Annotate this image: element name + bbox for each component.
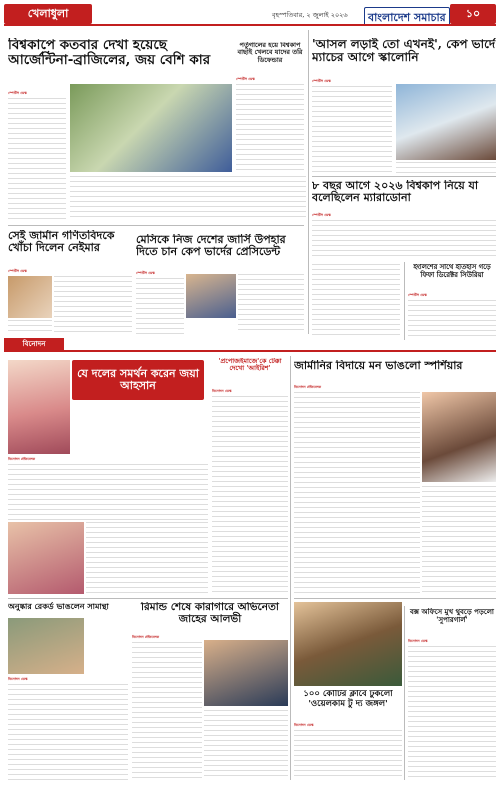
england-body-text — [408, 300, 496, 336]
german-headline: সেই জার্মান গণিতবিদকে খোঁচা দিলেন নেইমার — [8, 230, 115, 255]
office-body-text — [408, 646, 496, 780]
mexico-body-text — [136, 278, 184, 334]
joya-photo — [8, 360, 70, 454]
lead-headline: বিশ্বকাপে কতবার দেখা হয়েছে আর্জেন্টিনা-ব্রাজিলের, জয় বেশি কার — [8, 38, 211, 69]
brand-logo: বাংলাদেশ সমাচার — [364, 7, 450, 26]
eight-years-headline: ৮ বছর আগে ২০২৬ বিশ্বকাপ নিয়ে যা বলেছিলেন ম্যারাডোনা — [312, 180, 479, 205]
german-body-text — [54, 276, 132, 334]
section-title: খেলাধুলা — [27, 6, 69, 20]
remand-body-text-2 — [204, 710, 288, 780]
eight-years-body-text-2 — [312, 264, 400, 336]
portugal-body-text — [236, 84, 304, 174]
scaloni-headline: 'আসল লড়াই তো এখনই', কেপ ভার্দে ম্যাচের আগে স্কালোনি — [312, 38, 496, 65]
german-byline: স্পোর্টস ডেস্ক — [8, 269, 27, 273]
remand-byline: বিনোদন প্রতিবেদক — [132, 635, 160, 639]
germany-byline: বিনোদন প্রতিবেদক — [294, 385, 322, 389]
page-number-badge — [450, 4, 496, 24]
portugal-headline: পর্তুগালের হয়ে বিশ্বকাপ বাছাই খেলবে যাদের তরি ডিফেন্ডার — [237, 42, 303, 64]
joya-headline: যে দলের সমর্থন করেন জয়া আহসান — [77, 366, 199, 392]
office-headline: বক্স অফিসে মুখ থুবড়ে পড়লো 'সুপারগার্ল' — [410, 608, 494, 624]
england-headline: ইংলিশের সাথে ইতিহাস গড়ে ফিফা ডিরেক্টর সিউরিয়া — [413, 264, 491, 279]
entertainment-title: বিনোদন — [22, 340, 46, 348]
anushka-byline: বিনোদন ডেস্ক — [8, 677, 28, 681]
joya-body-text-2 — [86, 522, 208, 594]
german-photo — [8, 276, 52, 318]
entertainment-bar — [4, 338, 496, 352]
entertainment-tab — [4, 338, 64, 350]
eight-years-body-text — [312, 220, 496, 260]
oscar-headline: 'প্রপোজইমাজে'কে টেক্কা দেখো 'আইরিশ' — [218, 358, 282, 373]
mexico-photo — [186, 274, 236, 318]
scaloni-photo — [396, 84, 496, 160]
lead-photo — [70, 84, 232, 172]
joya-byline: বিনোদন প্রতিবেদক — [8, 457, 36, 461]
scaloni-caption-text — [396, 162, 496, 174]
masthead-bar — [4, 4, 496, 26]
joya-headline-box — [72, 360, 204, 400]
office-byline: বিনোদন ডেস্ক — [408, 639, 428, 643]
scaloni-byline: স্পোর্টস ডেস্ক — [312, 79, 331, 83]
section-tab — [4, 4, 92, 24]
mexico-byline: স্পোর্টস ডেস্ক — [136, 271, 155, 275]
remand-photo — [204, 640, 288, 706]
mexico-body-text-2 — [238, 274, 304, 334]
germany-headline: জার্মানির বিদায়ে মন ভাঙলো স্পর্শিয়ার — [294, 360, 463, 372]
lead-caption-text — [70, 176, 306, 220]
crore-byline: বিনোদন ডেস্ক — [294, 723, 314, 727]
joya-photo-2 — [8, 522, 84, 594]
remand-headline: রিমান্ড শেষে কারাগারে অভিনেতা জাহের আলভী — [141, 602, 279, 625]
eight-years-byline: স্পোর্টস ডেস্ক — [312, 213, 331, 217]
crore-body-text — [294, 730, 402, 780]
anushka-body-text — [8, 684, 128, 780]
anushka-photo — [8, 618, 84, 674]
crore-photo — [294, 602, 402, 686]
oscar-body-text — [212, 396, 288, 594]
joya-body-text — [8, 464, 208, 520]
england-byline: স্পোর্টস ডেস্ক — [408, 293, 427, 297]
portugal-byline: স্পোর্টস ডেস্ক — [236, 77, 255, 81]
issue-date: বৃহস্পতিবার, ২ জুলাই ২০২৬ — [272, 11, 348, 19]
lead-body-text — [8, 98, 66, 222]
lead-byline: স্পোর্টস ডেস্ক — [8, 91, 27, 95]
crore-headline: ১০০ কোটির ক্লাবে ঢুকলো 'ওয়েলকাম টু দ্য জঙ্গল' — [303, 690, 393, 709]
oscar-byline: বিনোদন ডেস্ক — [212, 389, 232, 393]
german-body-text-2 — [8, 320, 52, 334]
germany-photo — [422, 392, 496, 482]
germany-body-text — [294, 392, 420, 594]
anushka-headline: অনুষ্কার রেকর্ড ভাঙলেন সামান্থা — [8, 602, 109, 611]
germany-body-text-2 — [422, 486, 496, 594]
scaloni-body-text — [312, 86, 392, 174]
page-number: ১০ — [465, 6, 481, 20]
mexico-headline: মেসিকে নিজ দেশের জার্সি উপহার দিতে চান কেপ ভার্দের প্রেসিডেন্ট — [136, 234, 286, 259]
remand-body-text — [132, 642, 202, 780]
